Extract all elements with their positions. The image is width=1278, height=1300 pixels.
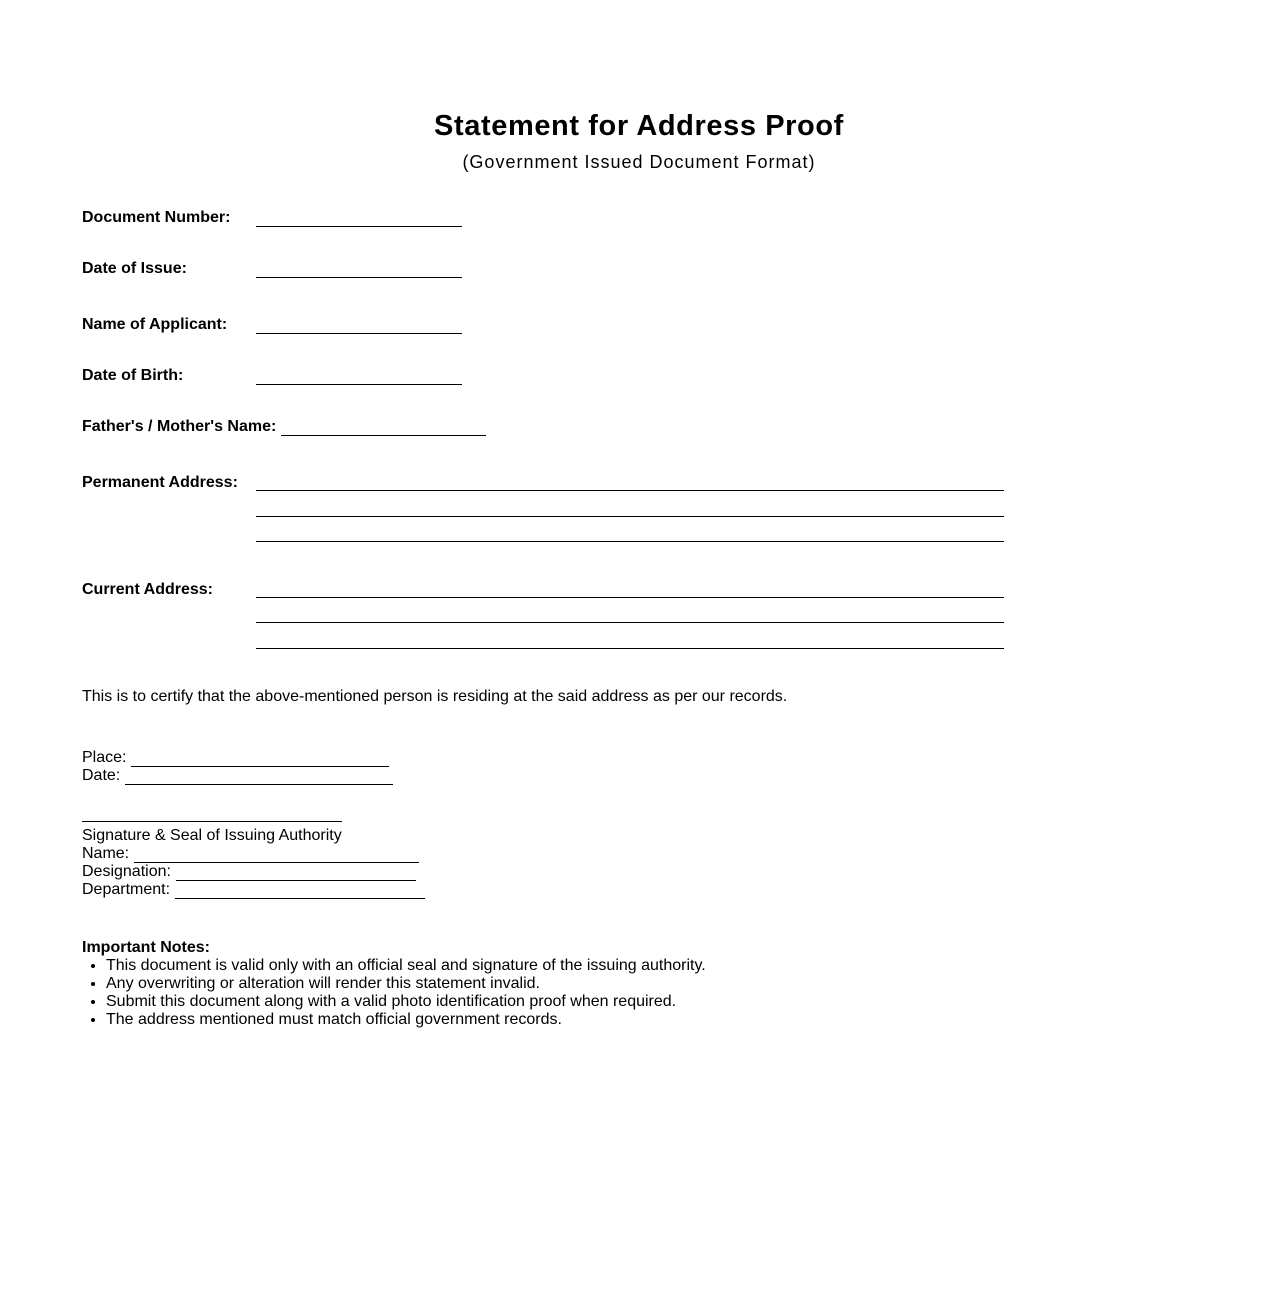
signature-seal-label: Signature & Seal of Issuing Authority [82,827,342,844]
designation-blank [176,865,416,881]
parent-name-label: Father's / Mother's Name: [82,418,277,435]
note-item: • The address mentioned must match official government records. [106,1011,706,1029]
department-row [82,881,425,899]
authority-name-blank [134,847,419,863]
permanent-address-line-1 [256,490,1004,491]
certification-statement: This is to certify that the above-mentioned person is residing at the said address as per our records. [82,688,788,705]
department-label: Department: [82,881,171,898]
designation-label: Designation: [82,863,171,880]
designation-row [82,863,416,881]
name-of-applicant-label: Name of Applicant: [82,316,228,333]
page-subtitle: (Government Issued Document Format) [462,152,816,172]
notes-list [82,957,706,1029]
current-address-label: Current Address: [82,581,213,598]
permanent-address-label: Permanent Address: [82,474,238,491]
notes-title: Important Notes: [82,939,210,956]
place-label: Place: [82,749,127,766]
department-blank [175,883,425,899]
date-of-birth-label: Date of Birth: [82,367,184,384]
name-of-applicant-blank [256,333,462,334]
document-number-blank [256,226,462,227]
place-row [82,749,389,767]
date-row [82,767,393,785]
authority-name-label: Name: [82,845,130,862]
parent-name-blank [281,435,486,436]
date-blank [125,769,393,785]
date-of-issue-label: Date of Issue: [82,260,187,277]
current-address-line-3 [256,648,1004,649]
current-address-line-2 [256,622,1004,623]
date-of-issue-blank [256,277,462,278]
page-title: Statement for Address Proof [434,110,844,142]
document-number-label: Document Number: [82,209,231,226]
authority-name-row [82,845,419,863]
permanent-address-line-2 [256,516,1004,517]
place-blank [131,751,389,767]
note-item: • Submit this document along with a valid photo identification proof when required. [106,993,706,1011]
note-item: • Any overwriting or alteration will render this statement invalid. [106,975,706,993]
note-item: • This document is valid only with an official seal and signature of the issuing authority. [106,957,706,975]
date-of-birth-blank [256,384,462,385]
permanent-address-line-3 [256,541,1004,542]
signature-blank [82,821,342,822]
current-address-line-1 [256,597,1004,598]
date-label: Date: [82,767,121,784]
